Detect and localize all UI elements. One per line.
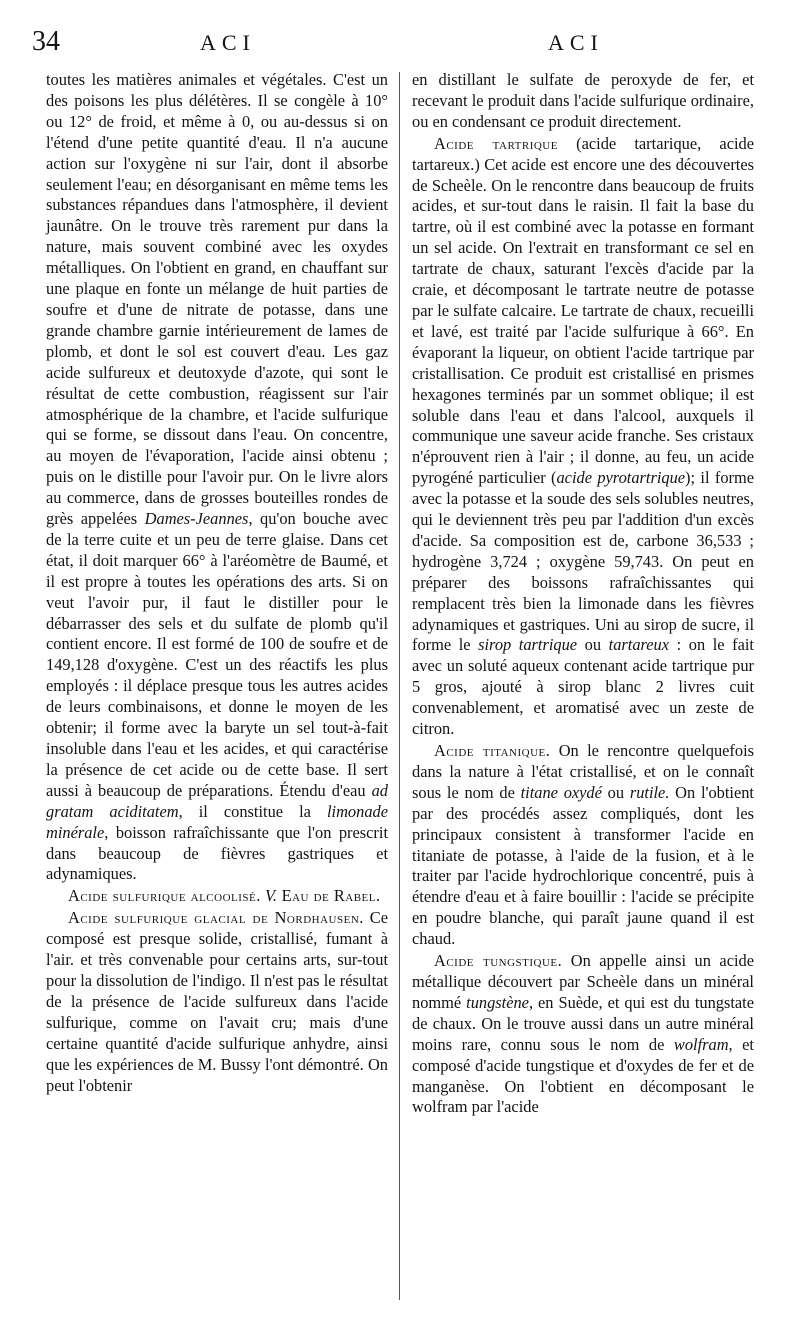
column-divider xyxy=(399,72,400,1300)
paragraph: toutes les matières animales et végétales. C'est un des poisons les plus délétères. Il se congèle à 10° ou 12° de froid, et même à 0, ou au-dessus si on l'étend d'une petite quantité d'eau. Il n'a aucune action sur l'oxygène ni sur l'air, dont il absorbe seulement l'eau; en désorganisant en même tems les substances répandues dans l'atmosphère, il devient jaunâtre. On le trouve très rarement pur dans la nature, mais souvent combiné avec les oxydes métalliques. On l'obtient en grand, en chauffant sur une plaque en fonte un mélange de huit parties de soufre et d'une de nitrate de potasse, dans une grande chambre garnie intérieurement de lames de plomb, et dont le sol est couvert d'eau. Les gaz acide sulfureux et deutoxyde d'azote, qui sont le résultat de cette combustion, réagissent sur l'air atmosphérique de la chambre, et l'acide sulfurique qui se forme, se dissout dans l'eau. On concentre, au moyen de l'évaporation, l'acide ainsi obtenu ; puis on le distille pour l'avoir pur. On le livre alors au commerce, dans de grosses bouteilles rondes de grès appelées Dames-Jeannes, qu'on bouche avec de la terre cuite et un peu de terre glaise. Dans cet état, il doit marquer 66° à l'aréomètre de Baumé, et il est propre à toutes les opérations des arts. Si on veut l'avoir pur, il faut le distiller pour le débarrasser des sels et du sulfate de plomb qu'il contient encore. Il est formé de 100 de soufre et de 149,128 d'oxygène. C'est un des réactifs les plus employés : il déplace presque tous les autres acides de leurs combinaisons, et donne le moyen de les obtenir; il forme avec la baryte un sel tout-à-fait insoluble dans l'eau et les acides, et qui caractérise la présence de cet acide ou de cette base. Il sert aussi à beaucoup de préparations. Étendu d'eau ad gratam aciditatem, il constitue la limonade minérale, boisson rafraîchissante que l'on prescrit dans beaucoup de fièvres gastriques et adynamiques. xyxy=(46,70,388,884)
entry-heading: Acide tartrique xyxy=(434,133,558,153)
entry-heading: Acide sulfurique alcoolisé. xyxy=(68,886,261,906)
running-title-left: ACI xyxy=(200,30,256,55)
entry-acide-titanique: Acide titanique. On le rencontre quelquefois dans la nature à l'état cristallisé, et on le connaît sous le nom de titane oxydé ou rutile. On l'obtient par des procédés assez compliqués, dont les principaux consistent à transformer l'acide en titaniate de potasse, à l'aide de la fusion, et à le traiter par l'acide hydrochlorique concentré, puis à étendre d'eau et à faire bouillir : l'acide se précipite en poudre blanche, qui paraît jaune quand il est chaud. xyxy=(412,741,754,949)
entry-heading: Acide sulfurique glacial de Nordhausen. xyxy=(68,908,364,928)
right-column xyxy=(412,70,754,1118)
entry-acide-tartrique: Acide tartrique (acide tartarique, acide tartareux.) Cet acide est encore une des découvertes de Scheèle. On le rencontre dans beaucoup de fruits acides, et sur-tout dans le raisin. Il fait la base du tartre, où il est combiné avec la potasse en formant un sel acide. On l'extrait en transformant ce sel en tartrate de chaux, saturant l'excès d'acide par la craie, et décomposant le tartrate neutre de potasse par le sulfate calcaire. Le tartrate de chaux, recueilli et lavé, est traité par l'acide sulfurique à 66°. En évaporant la liqueur, on obtient l'acide tartrique par cristallisation. Ce produit est cristallisé en prismes hexagones terminés par un sommet oblique; il est soluble dans l'eau et dans l'alcool, auxquels il communique une saveur acide franche. Ses cristaux n'éprouvent rien à l'air ; il donne, au feu, un acide pyrogéné particulier (acide pyrotartrique); il forme avec la potasse et la soude des sels solubles neutres, qui le deviennent très peu par l'addition d'un excès d'acide. Sa composition est de, carbone 36,533 ; hydrogène 3,724 ; oxygène 59,743. On peut en préparer des boissons rafraîchissantes qui remplacent très bien la limonade dans les fièvres adynamiques et gastriques. Uni au sirop de sucre, il forme le sirop tartrique ou tartareux : on le fait avec un soluté aqueux contenant acide tartrique pur 5 gros, ajouté à sirop blanc 2 livres cuit convenablement, et aromatisé avec un zeste de citron. xyxy=(412,133,754,739)
running-title-right: ACI xyxy=(548,30,604,55)
running-header xyxy=(0,26,800,66)
page-number: 34 xyxy=(32,26,60,57)
entry-heading: Acide titanique. xyxy=(434,741,551,760)
entry-heading: Acide tungstique. xyxy=(434,951,563,971)
entry-acide-sulfurique-glacial: Acide sulfurique glacial de Nordhausen. Ce composé est presque solide, cristallisé, fumant à l'air. et très convenable pour certains arts, sur-tout pour la dissolution de l'indigo. Il n'est pas le résultat de la présence de l'acide sulfureux dans l'acide sulfurique, comme on l'avait cru; mais d'une certaine quantité d'acide sulfurique anhydre, ainsi que les expériences de M. Bussy l'ont démontré. On peut l'obtenir xyxy=(46,908,388,1095)
entry-acide-tungstique: Acide tungstique. On appelle ainsi un acide métallique découvert par Scheèle dans un minéral nommé tungstène, en Suède, et qui est du tungstate de chaux. On le trouve aussi dans un autre minéral moins rare, connu sous le nom de wolfram, et composé d'acide tungstique et d'oxydes de fer et de manganèse. On l'obtient en décomposant le wolfram par l'acide xyxy=(412,951,755,1117)
paragraph: en distillant le sulfate de peroxyde de fer, et recevant le produit dans l'acide sulfurique ordinaire, ou en condensant ce produit directement. xyxy=(412,70,754,131)
entry-acide-sulfurique-alcoolise: Acide sulfurique alcoolisé. V. Eau de Rabel. xyxy=(68,886,381,906)
left-column xyxy=(46,70,388,1096)
